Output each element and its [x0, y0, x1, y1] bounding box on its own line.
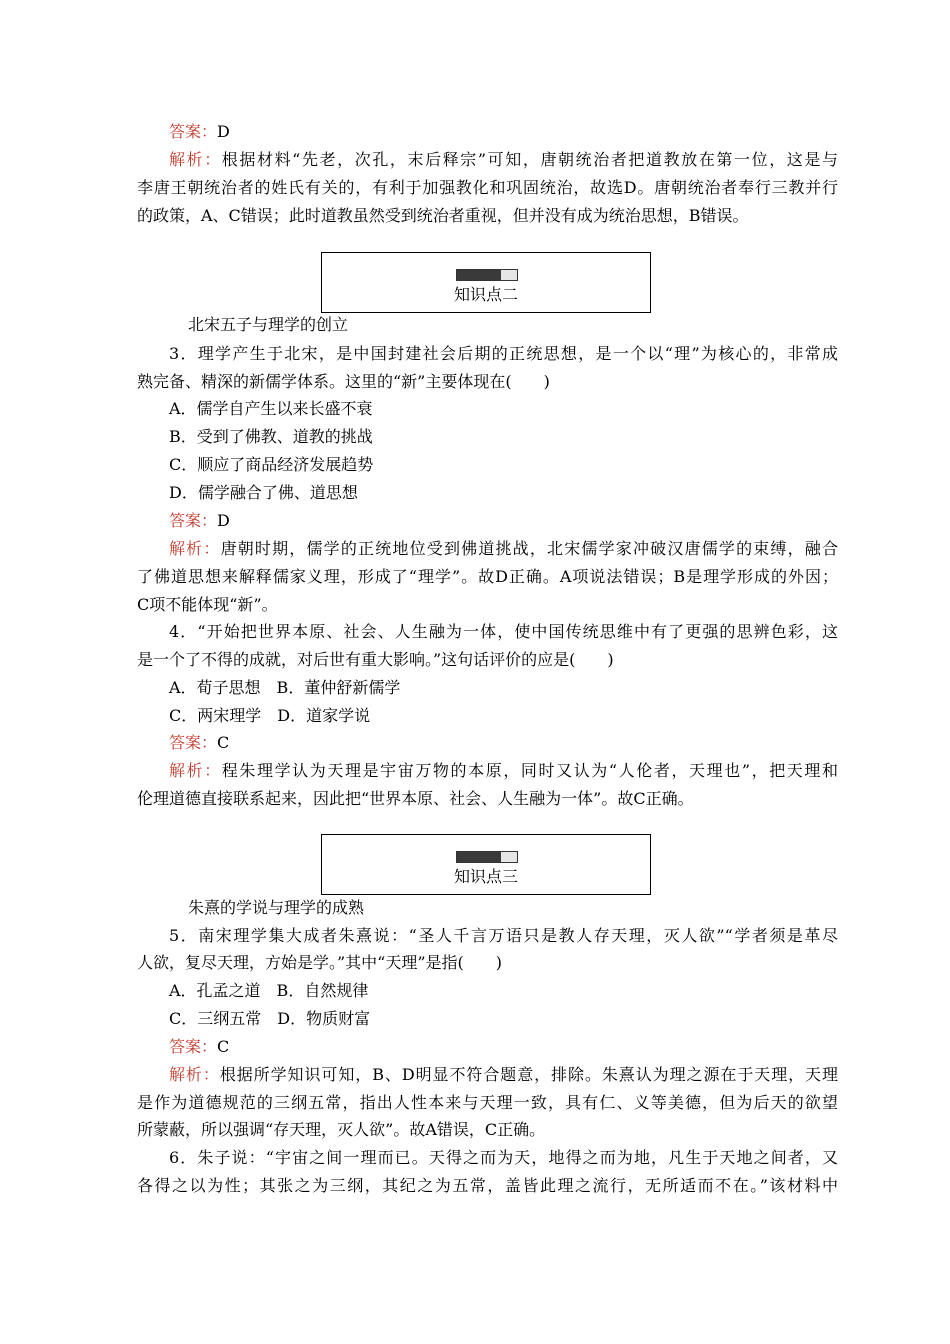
question-text: 5．南宋理学集大成者朱熹说：“圣人千言万语只是教人存天理，灭人欲”“学者须是革尽: [169, 926, 838, 945]
answer-line: [169, 511, 230, 531]
option-row: A．孔孟之道 B．自然规律: [169, 981, 369, 1000]
answer-line: [169, 733, 229, 753]
analysis-text: C项不能体现“新”。: [137, 595, 278, 614]
knowledge-point-box: [321, 834, 651, 895]
knowledge-point-subtitle: 朱熹的学说与理学的成熟: [188, 898, 365, 917]
analysis-text: 根据所学知识可知，B、D明显不符合题意，排除。朱熹认为理之源在于天理，天理: [219, 1065, 838, 1084]
answer-label: 答案：: [169, 511, 218, 530]
analysis-line: [169, 539, 838, 559]
option-b: B．受到了佛教、道教的挑战: [169, 427, 373, 446]
question-text: 4．“开始把世界本原、社会、人生融为一体，使中国传统思维中有了更强的思辨色彩，这: [169, 622, 838, 641]
option-row: A．荀子思想 B．董仲舒新儒学: [169, 678, 401, 697]
analysis-text: 是作为道德规范的三纲五常，指出人性本来与天理一致，具有仁、义等美德，但为后天的欲望: [137, 1093, 838, 1112]
option-row: C．三纲五常 D．物质财富: [169, 1009, 371, 1028]
analysis-label: 解析：: [169, 761, 222, 780]
question-text: 熟完备、精深的新儒学体系。这里的“新”主要体现在( ): [137, 372, 550, 391]
analysis-line: [169, 150, 838, 170]
analysis-text: 根据材料“先老，次孔，末后释宗”可知，唐朝统治者把道教放在第一位，这是与: [221, 150, 838, 169]
answer-label: 答案：: [169, 733, 218, 752]
analysis-label: 解析：: [169, 539, 221, 558]
knowledge-point-title: 知识点三: [453, 867, 518, 886]
analysis-text: 的政策，A、C错误；此时道教虽然受到统治者重视，但并没有成为统治思想，B错误。: [137, 206, 749, 225]
analysis-line: [169, 1065, 838, 1085]
analysis-text: 所蒙蔽，所以强调“存天理，灭人欲”。故A错误，C正确。: [137, 1120, 546, 1139]
option-a: A．儒学自产生以来长盛不衰: [169, 399, 373, 418]
knowledge-point-box: [321, 252, 651, 313]
option-d: D．儒学融合了佛、道思想: [169, 483, 358, 502]
analysis-text: 唐朝时期，儒学的正统地位受到佛道挑战，北宋儒学家冲破汉唐儒学的束缚，融合: [220, 539, 838, 558]
answer-label: 答案：: [169, 122, 218, 141]
progress-bar-icon: [456, 269, 518, 281]
option-c: C．顺应了商品经济发展趋势: [169, 455, 374, 474]
question-text: 6．朱子说：“宇宙之间一理而已。天得之而为天，地得之而为地，凡生于天地之间者，又: [169, 1148, 838, 1167]
question-text: 是一个了不得的成就，对后世有重大影响。”这句话评价的应是( ): [137, 650, 614, 669]
answer-line: [169, 1037, 229, 1057]
knowledge-point-title: 知识点二: [453, 285, 518, 304]
answer-value: C: [217, 1037, 230, 1056]
question-text: 人欲，复尽天理，方始是学。”其中“天理”是指( ): [137, 953, 503, 972]
progress-bar-icon: [456, 851, 518, 863]
analysis-text: 伦理道德直接联系起来，因此把“世界本原、社会、人生融为一体”。故C正确。: [137, 789, 694, 808]
answer-value: C: [217, 733, 230, 752]
analysis-line: [169, 761, 838, 781]
answer-value: D: [217, 122, 230, 141]
knowledge-point-subtitle: 北宋五子与理学的创立: [188, 315, 349, 334]
analysis-text: 李唐王朝统治者的姓氏有关的，有利于加强教化和巩固统治，故选D。唐朝统治者奉行三教并行: [137, 178, 838, 197]
option-row: C．两宋理学 D．道家学说: [169, 706, 371, 725]
answer-label: 答案：: [169, 1037, 218, 1056]
analysis-label: 解析：: [169, 150, 222, 169]
question-text: 3．理学产生于北宋，是中国封建社会后期的正统思想，是一个以“理”为核心的，非常成: [169, 344, 838, 363]
analysis-text: 了佛道思想来解释儒家义理，形成了“理学”。故D正确。A项说法错误；B是理学形成的外因；: [137, 567, 838, 586]
question-text: 各得之以为性；其张之为三纲，其纪之为五常，盖皆此理之流行，无所适而不在。”该材料中: [137, 1176, 838, 1195]
analysis-label: 解析：: [169, 1065, 220, 1084]
analysis-text: 程朱理学认为天理是宇宙万物的本原，同时又认为“人伦者，天理也”，把天理和: [221, 761, 838, 780]
answer-value: D: [217, 511, 230, 530]
answer-line-1: [169, 122, 230, 142]
